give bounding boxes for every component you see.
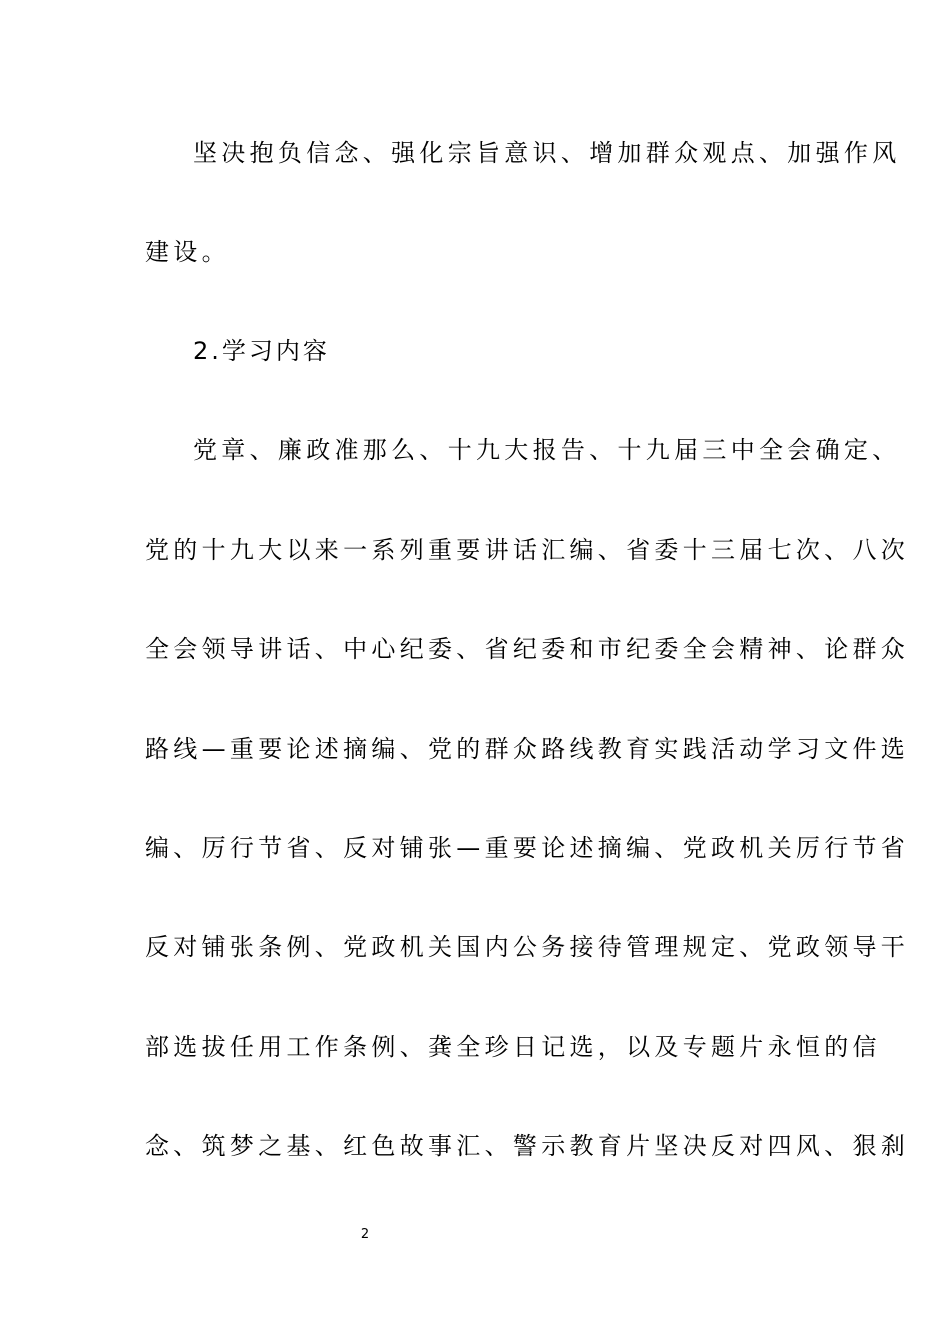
paragraph-line: 编、厉行节省、反对铺张—重要论述摘编、党政机关厉行节省 xyxy=(145,834,910,862)
paragraph-line: 建设。 xyxy=(145,238,230,266)
paragraph-line: 反对铺张条例、党政机关国内公务接待管理规定、党政领导干 xyxy=(145,933,910,961)
paragraph-line: 坚决抱负信念、强化宗旨意识、增加群众观点、加强作风 xyxy=(193,139,901,167)
paragraph-line: 党章、廉政准那么、十九大报告、十九届三中全会确定、 xyxy=(193,436,901,464)
paragraph-line: 全会领导讲话、中心纪委、省纪委和市纪委全会精神、论群众 xyxy=(145,635,910,663)
paragraph-line: 路线—重要论述摘编、党的群众路线教育实践活动学习文件选 xyxy=(145,735,910,763)
paragraph-line: 部选拔任用工作条例、龚全珍日记选，以及专题片永恒的信 xyxy=(145,1033,881,1061)
page-number: 2 xyxy=(360,1227,370,1242)
paragraph-line: 念、筑梦之基、红色故事汇、警示教育片坚决反对四风、狠刹 xyxy=(145,1132,910,1160)
paragraph-line: 党的十九大以来一系列重要讲话汇编、省委十三届七次、八次 xyxy=(145,536,910,564)
section-heading: 2.学习内容 xyxy=(193,337,330,365)
